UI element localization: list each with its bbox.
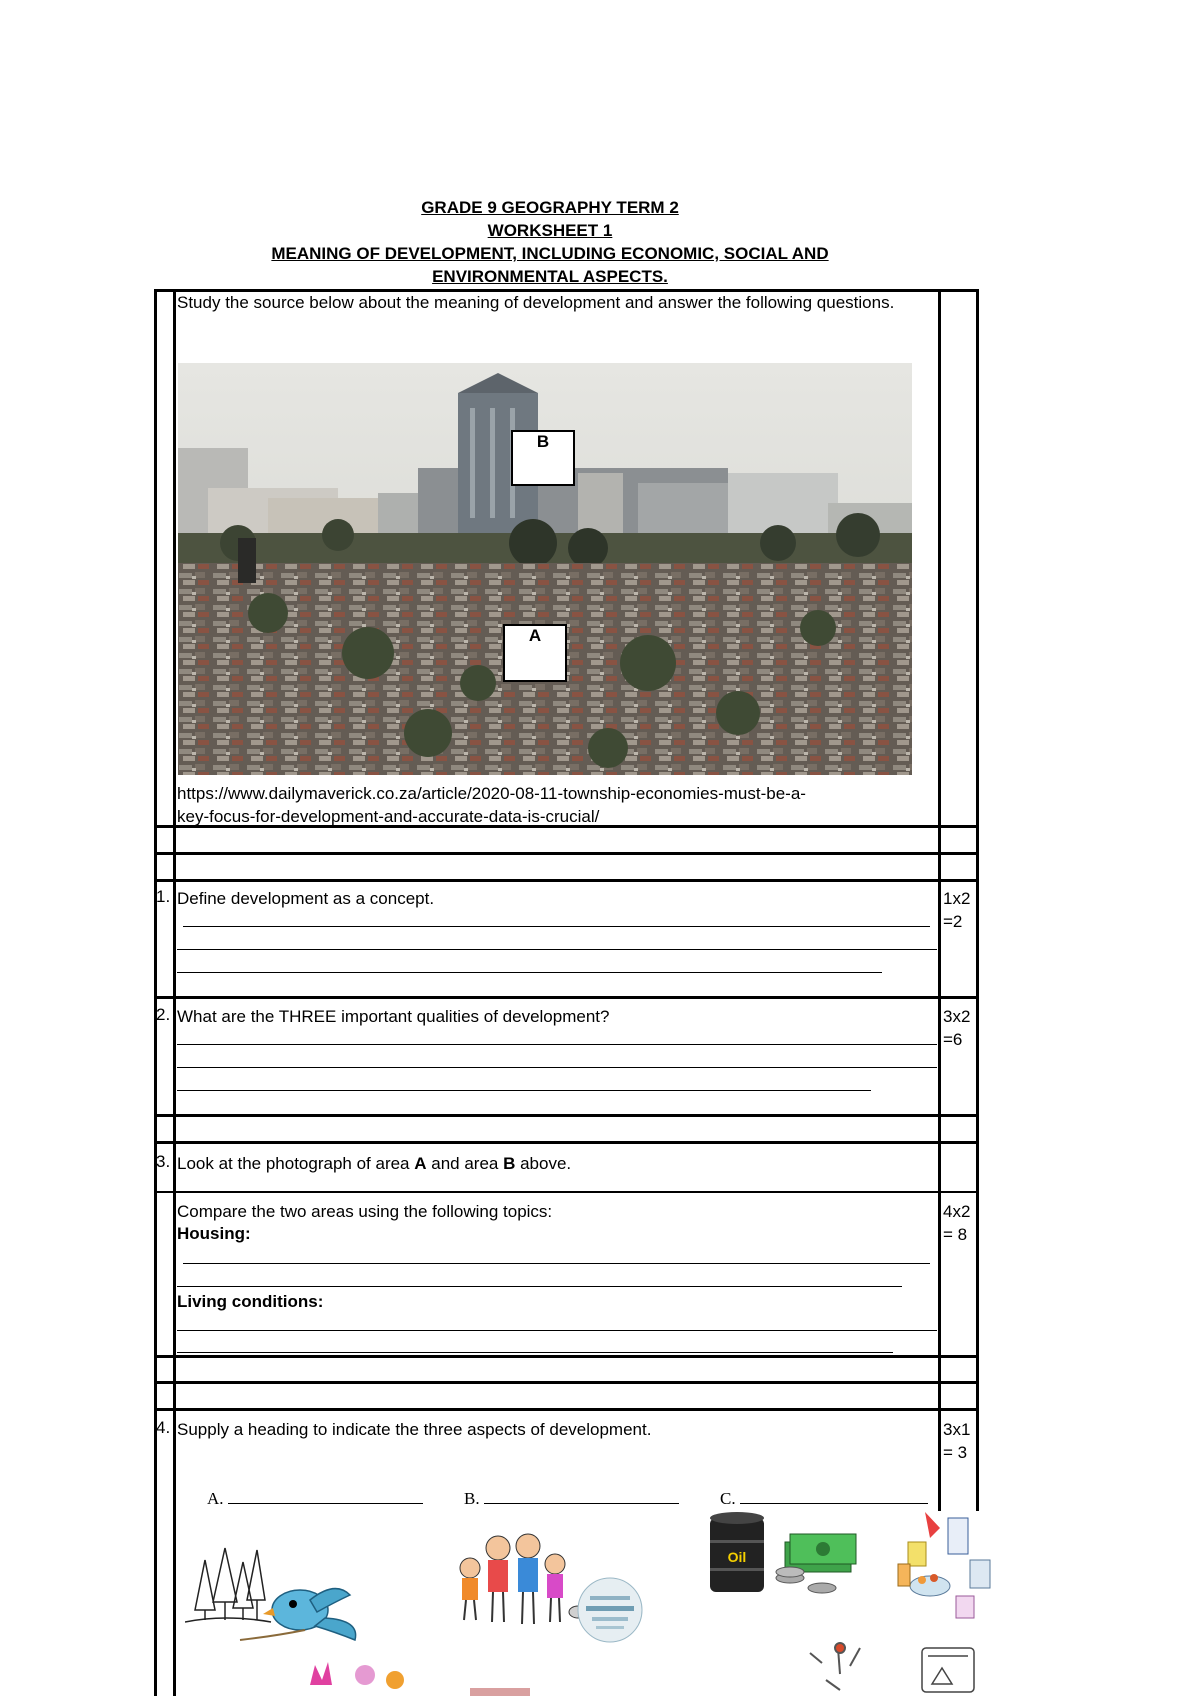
source-instruction: Study the source below about the meaning of development and answer the following questions. (177, 293, 895, 312)
answer-line[interactable] (183, 1263, 930, 1264)
tools-icon (810, 1643, 860, 1690)
question-1-marks (943, 887, 970, 933)
question-2-marks-calc: 3x2 (943, 1007, 971, 1026)
question-2-text: What are the THREE important qualities of development? (177, 1007, 610, 1026)
heading-c-label: C. (720, 1489, 736, 1508)
header-topic-line1: MEANING OF DEVELOPMENT, INCLUDING ECONOMIC, SOCIAL AND (271, 244, 829, 263)
food-groceries-icon (898, 1512, 990, 1618)
row-divider (154, 1355, 979, 1358)
township-city-photo (178, 363, 912, 775)
question-3-marks-calc: 4x2 (943, 1202, 971, 1221)
flowers-icon (310, 1662, 404, 1689)
heading-b-field (464, 1487, 679, 1510)
row-divider (154, 1141, 979, 1144)
question-3-text-part: Look at the photograph of area (177, 1154, 415, 1173)
source-citation (177, 782, 937, 828)
heading-a-label: A. (207, 1489, 224, 1508)
question-2-marks-total: =6 (943, 1030, 963, 1049)
header-worksheet: WORKSHEET 1 (487, 221, 613, 240)
environment-clipart (185, 1540, 405, 1696)
question-4-marks-total: = 3 (943, 1443, 968, 1462)
answer-line[interactable] (183, 926, 930, 927)
factory-icon (922, 1648, 974, 1692)
oil-barrel-label: Oil (727, 1549, 747, 1565)
row-divider (154, 1191, 979, 1193)
row-divider (154, 852, 979, 855)
question-2-number: 2. (156, 1005, 171, 1024)
row-divider (154, 1381, 979, 1384)
answer-line[interactable] (177, 1067, 937, 1068)
answer-line[interactable] (177, 1330, 937, 1331)
trees-icon (185, 1548, 271, 1622)
question-3-compare: Compare the two areas using the following topics: (177, 1202, 553, 1221)
question-1-marks-total: =2 (943, 912, 963, 931)
health-word-cloud-icon (578, 1578, 642, 1642)
question-4-marks-calc: 3x1 (943, 1420, 971, 1439)
area-a-label: A (503, 624, 567, 682)
header-grade-title: GRADE 9 GEOGRAPHY TERM 2 (421, 198, 679, 217)
question-3-text-part: above. (515, 1154, 572, 1173)
source-url-line2: key-focus-for-development-and-accurate-data-is-crucial/ (177, 807, 600, 826)
worksheet-header (150, 196, 950, 288)
sign-icon (470, 1688, 530, 1696)
heading-a-field (207, 1487, 423, 1510)
table-right-border (976, 289, 979, 1511)
heading-a-blank[interactable] (228, 1503, 423, 1504)
question-2-marks (943, 1005, 970, 1051)
heading-b-blank[interactable] (484, 1503, 679, 1504)
money-stack-icon (776, 1534, 856, 1593)
question-1-text: Define development as a concept. (177, 889, 435, 908)
question-3-marks-total: = 8 (943, 1225, 968, 1244)
question-3-number: 3. (156, 1152, 171, 1171)
housing-label: Housing: (177, 1224, 251, 1243)
question-3-area-a: A (414, 1154, 427, 1173)
question-3-area-b: B (503, 1154, 516, 1173)
answer-line[interactable] (177, 1352, 893, 1353)
heading-c-field (720, 1487, 928, 1510)
table-marks-col-border (938, 289, 941, 1511)
answer-line[interactable] (177, 1286, 902, 1287)
row-divider (154, 996, 979, 999)
table-left-border (154, 289, 157, 1696)
row-divider (154, 879, 979, 882)
question-4-marks (943, 1418, 970, 1464)
row-divider (154, 1408, 979, 1411)
answer-line[interactable] (177, 949, 937, 950)
header-topic-line2: ENVIRONMENTAL ASPECTS. (432, 267, 668, 286)
oil-barrel-icon (710, 1512, 764, 1592)
question-4-text: Supply a heading to indicate the three aspects of development. (177, 1420, 652, 1439)
answer-line[interactable] (177, 1044, 937, 1045)
heading-c-blank[interactable] (740, 1503, 928, 1504)
question-4-number: 4. (156, 1418, 171, 1437)
question-3-marks (943, 1200, 970, 1246)
question-3-text (177, 1152, 571, 1175)
area-b-label: B (511, 430, 575, 486)
source-url-line1: https://www.dailymaverick.co.za/article/2020-08-11-township-economies-must-be-a- (177, 784, 806, 803)
question-1-marks-calc: 1x2 (943, 889, 971, 908)
answer-line[interactable] (177, 1090, 871, 1091)
living-conditions-label: Living conditions: (177, 1292, 324, 1311)
family-icon (460, 1534, 587, 1624)
township-city-photo-drawing (178, 363, 912, 775)
row-divider (154, 1114, 979, 1117)
economic-clipart (690, 1508, 1010, 1696)
table-number-col-border (173, 289, 176, 1696)
social-clipart (440, 1528, 660, 1696)
question-3-text-part: and area (426, 1154, 504, 1173)
question-1-number: 1. (156, 887, 171, 906)
heading-b-label: B. (464, 1489, 480, 1508)
answer-line[interactable] (177, 972, 882, 973)
